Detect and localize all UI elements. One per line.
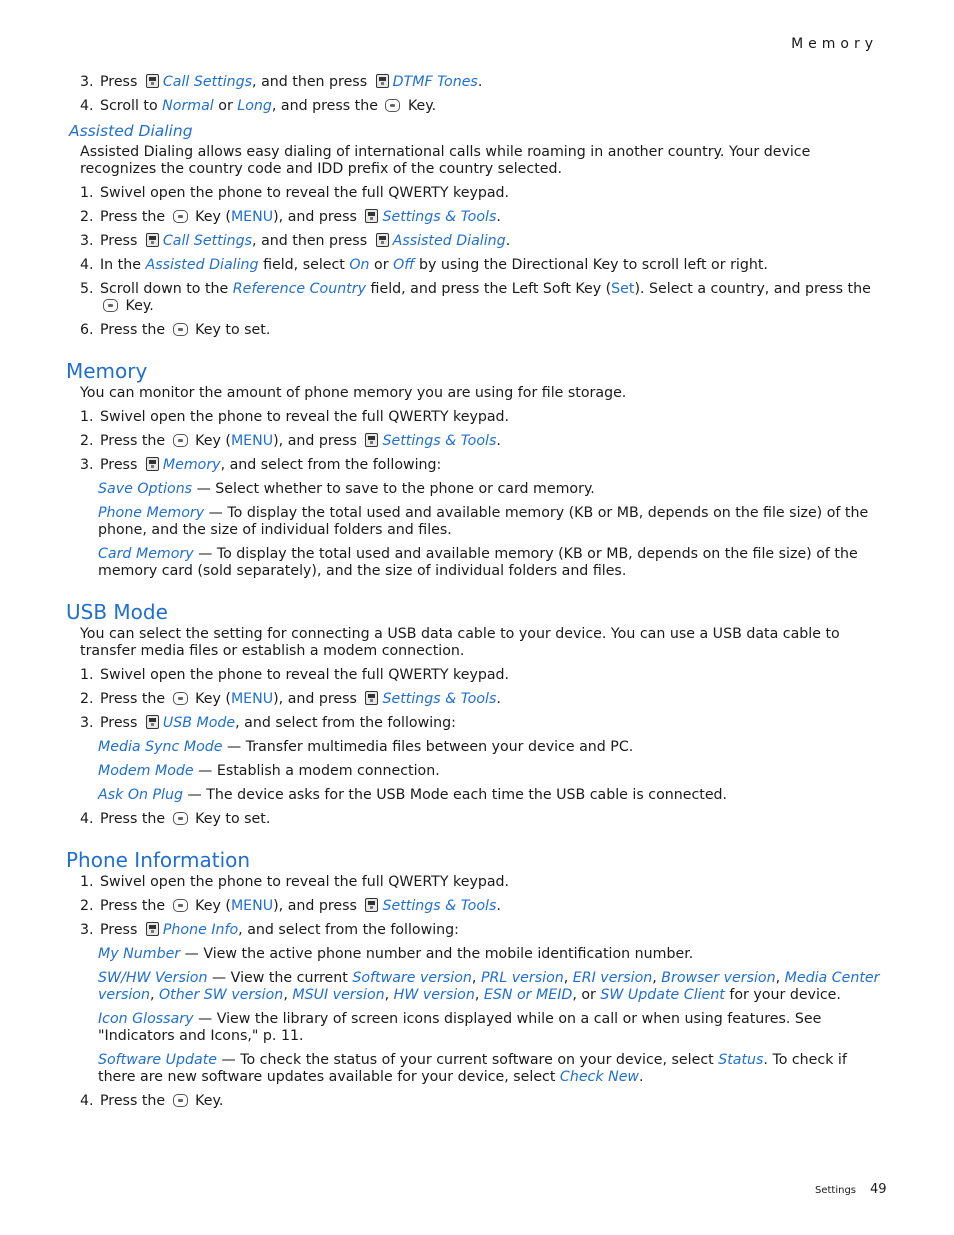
ok-key-icon (103, 299, 118, 312)
link[interactable]: Other SW version (159, 987, 284, 1003)
ok-key-icon (173, 692, 188, 705)
option-item: My Number — View the active phone number and the mobile identification number. (98, 946, 694, 962)
link[interactable]: ESN or MEID (483, 987, 573, 1003)
menu-item-icon (365, 898, 378, 912)
ok-key-icon (173, 1094, 188, 1107)
ok-key-icon (173, 434, 188, 447)
link[interactable]: Icon Glossary (98, 1011, 194, 1027)
link[interactable]: Modem Mode (98, 763, 194, 779)
link[interactable]: ERI version (572, 970, 653, 986)
link[interactable]: Media Center version (98, 970, 880, 1003)
menu-item-icon (146, 922, 159, 936)
ok-key-icon (173, 812, 188, 825)
link[interactable]: Normal (162, 98, 214, 114)
list-item: 1. Swivel open the phone to reveal the full QWERTY keypad. (80, 185, 510, 201)
link[interactable]: Save Options (98, 481, 193, 497)
ok-key-icon (385, 99, 400, 112)
section-heading-usb-mode: USB Mode (66, 600, 168, 624)
list-item: 2. Press the Key (MENU), and press Settings & Tools. (80, 209, 501, 225)
paragraph: You can select the setting for connecting a USB data cable to your device. You can use a USB data cable to transfer media files or establish a modem connection. (80, 626, 840, 659)
option-item: SW/HW Version — View the current Software version, PRL version, ERI version, Browser version, Media Center version, Other SW version, MSUI version, HW version, ESN or MEID, or SW Update Client for your device. (98, 970, 880, 1003)
list-item: 4. Scroll to Normal or Long, and press the Key. (80, 98, 437, 114)
menu-item-icon (146, 457, 159, 471)
link[interactable]: Card Memory (98, 546, 194, 562)
link[interactable]: USB Mode (162, 715, 236, 731)
ok-key-icon (173, 323, 188, 336)
link[interactable]: PRL version (480, 970, 564, 986)
link[interactable]: Software Update (98, 1052, 217, 1068)
paragraph: Assisted Dialing allows easy dialing of international calls while roaming in another country. Your device recognizes the country code and IDD prefix of the country selected. (80, 144, 811, 177)
link[interactable]: Browser version (661, 970, 776, 986)
link[interactable]: SW/HW Version (98, 970, 208, 986)
link[interactable]: Call Settings (162, 233, 253, 249)
subsection-heading: Assisted Dialing (69, 122, 193, 140)
link[interactable]: Off (393, 257, 415, 273)
list-item: 3. Press USB Mode, and select from the following: (80, 715, 456, 731)
option-item: Card Memory — To display the total used and available memory (KB or MB, depends on the file size) of the memory card (sold separately), and the size of individual folders and files. (98, 546, 858, 579)
menu-item-icon (365, 691, 378, 705)
link[interactable]: Software version (352, 970, 472, 986)
link[interactable]: Call Settings (162, 74, 253, 90)
link[interactable]: HW version (393, 987, 475, 1003)
option-item: Phone Memory — To display the total used and available memory (KB or MB, depends on the file size) of the phone, and the size of individual folders and files. (98, 505, 869, 538)
link[interactable]: Phone Info (162, 922, 239, 938)
link[interactable]: SW Update Client (600, 987, 725, 1003)
list-item: 2. Press the Key (MENU), and press Settings & Tools. (80, 691, 501, 707)
menu-label: MENU (230, 898, 274, 914)
list-item: 3. Press Memory, and select from the following: (80, 457, 442, 473)
link[interactable]: Assisted Dialing (145, 257, 259, 273)
menu-label: MENU (230, 433, 274, 449)
set-label: Set (611, 281, 635, 297)
list-item: 4. In the Assisted Dialing field, select On or Off by using the Directional Key to scroll left or right. (80, 257, 768, 273)
running-head: Memory (791, 36, 878, 52)
link[interactable]: Reference Country (232, 281, 367, 297)
link[interactable]: Settings & Tools (382, 433, 497, 449)
footer-section-label: Settings (815, 1185, 857, 1196)
list-item: 4. Press the Key to set. (80, 811, 271, 827)
link[interactable]: Settings & Tools (382, 691, 497, 707)
list-item: 2. Press the Key (MENU), and press Settings & Tools. (80, 433, 501, 449)
link[interactable]: Status (718, 1052, 764, 1068)
option-item: Modem Mode — Establish a modem connection. (98, 763, 440, 779)
link[interactable]: Media Sync Mode (98, 739, 223, 755)
menu-item-icon (365, 433, 378, 447)
list-item: 1. Swivel open the phone to reveal the full QWERTY keypad. (80, 874, 510, 890)
option-item: Media Sync Mode — Transfer multimedia files between your device and PC. (98, 739, 634, 755)
link[interactable]: Phone Memory (98, 505, 205, 521)
menu-item-icon (376, 74, 389, 88)
ok-key-icon (173, 899, 188, 912)
menu-item-icon (146, 715, 159, 729)
link[interactable]: Assisted Dialing (392, 233, 506, 249)
link[interactable]: Long (237, 98, 272, 114)
link[interactable]: On (349, 257, 370, 273)
menu-item-icon (365, 209, 378, 223)
option-item: Ask On Plug — The device asks for the USB Mode each time the USB cable is connected. (98, 787, 728, 803)
list-item: 3. Press Call Settings, and then press DTMF Tones. (80, 74, 483, 90)
menu-label: MENU (230, 691, 274, 707)
menu-item-icon (146, 74, 159, 88)
option-item: Save Options — Select whether to save to the phone or card memory. (98, 481, 595, 497)
link[interactable]: Settings & Tools (382, 209, 497, 225)
list-item: 1. Swivel open the phone to reveal the full QWERTY keypad. (80, 667, 510, 683)
option-item: Software Update — To check the status of your current software on your device, select Status. To check if there are new software updates available for your device, select Check New. (98, 1052, 847, 1085)
option-item: Icon Glossary — View the library of screen icons displayed while on a call or when using features. See "Indicators and Icons," p. 11. (98, 1011, 822, 1044)
list-item: 2. Press the Key (MENU), and press Settings & Tools. (80, 898, 501, 914)
list-item: 3. Press Phone Info, and select from the following: (80, 922, 459, 938)
list-item: 6. Press the Key to set. (80, 322, 271, 338)
page-content (66, 74, 886, 1117)
section-heading-phone-information: Phone Information (66, 848, 251, 872)
section-heading-memory: Memory (66, 359, 148, 383)
link[interactable]: DTMF Tones (392, 74, 478, 90)
link[interactable]: Settings & Tools (382, 898, 497, 914)
link[interactable]: Ask On Plug (98, 787, 183, 803)
menu-item-icon (146, 233, 159, 247)
link[interactable]: Check New (559, 1069, 640, 1085)
menu-label: MENU (230, 209, 274, 225)
link[interactable]: MSUI version (292, 987, 385, 1003)
menu-item-icon (376, 233, 389, 247)
paragraph: You can monitor the amount of phone memory you are using for file storage. (80, 385, 627, 401)
link[interactable]: My Number (98, 946, 181, 962)
list-item: 1. Swivel open the phone to reveal the full QWERTY keypad. (80, 409, 510, 425)
ok-key-icon (173, 210, 188, 223)
list-item: 4. Press the Key. (80, 1093, 224, 1109)
page-number: 49 (870, 1182, 887, 1197)
list-item: 5. Scroll down to the Reference Country field, and press the Left Soft Key (Set). Select a country, and press the Key. (80, 281, 871, 314)
link[interactable]: Memory (162, 457, 221, 473)
list-item: 3. Press Call Settings, and then press Assisted Dialing. (80, 233, 511, 249)
